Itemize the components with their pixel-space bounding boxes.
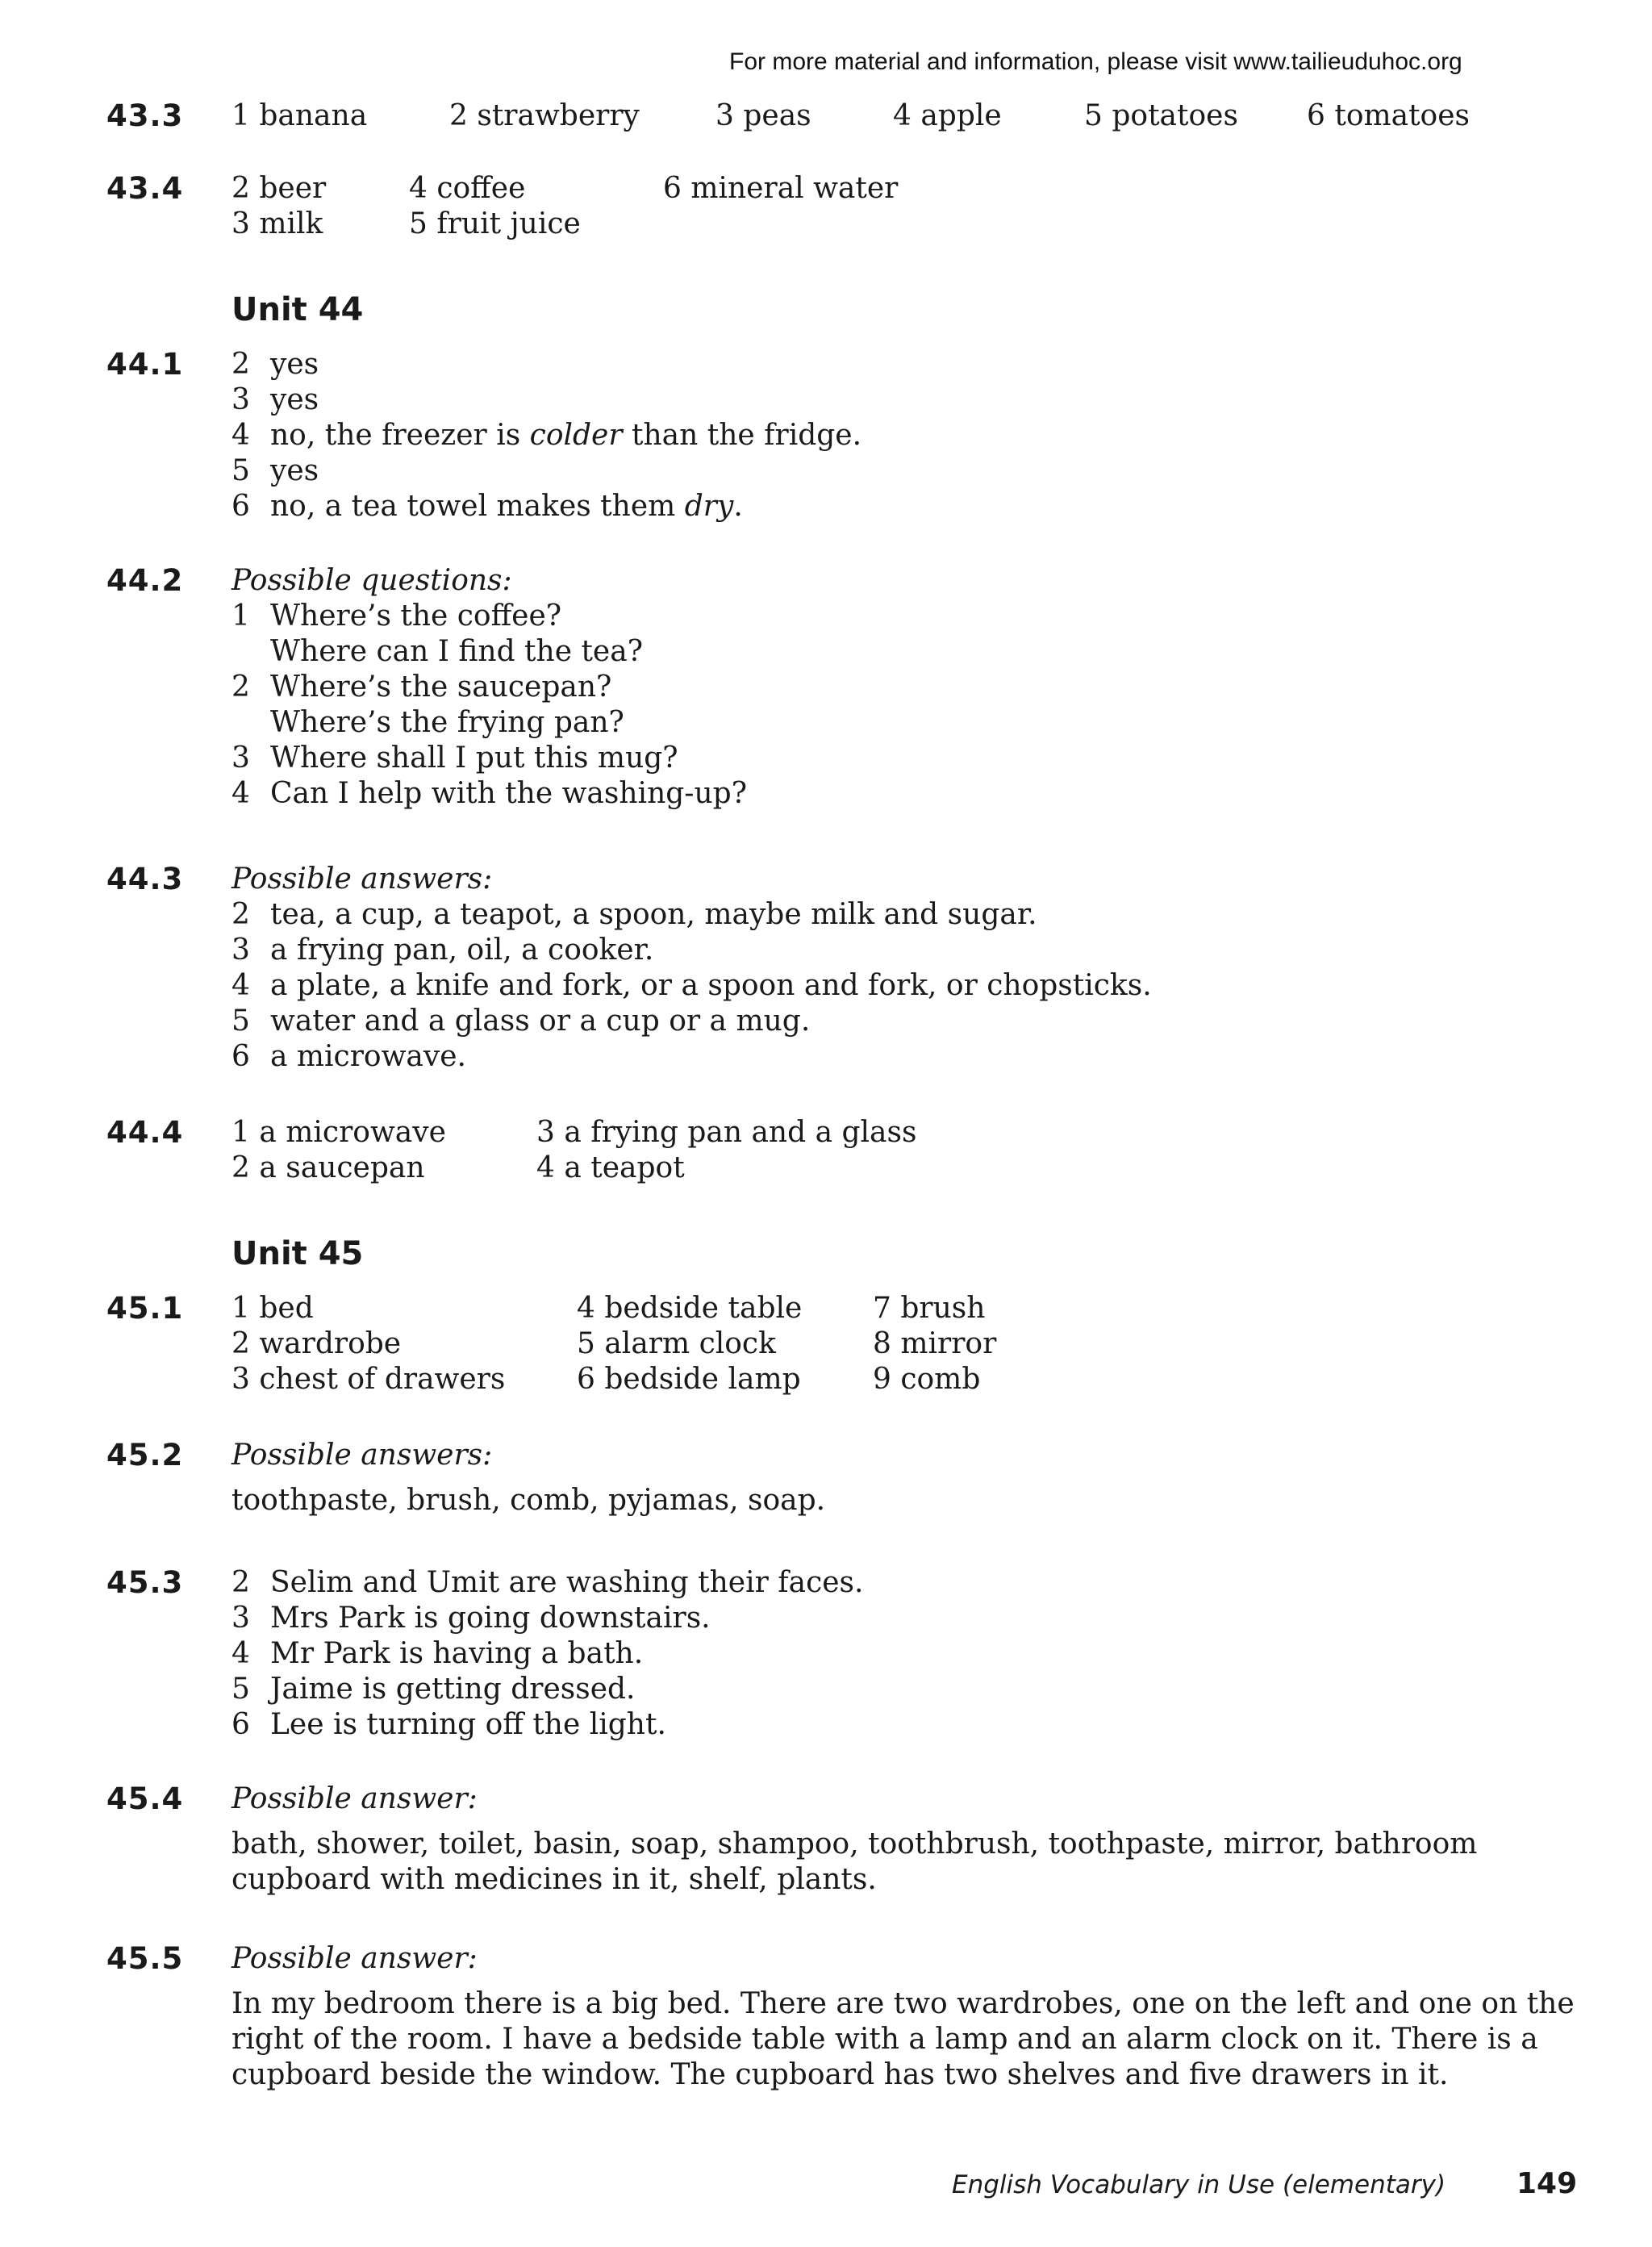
answer-item: 4 a teapot	[536, 1151, 685, 1184]
answer-item: 3 chest of drawers	[232, 1363, 506, 1396]
answer-text: toothpaste, brush, comb, pyjamas, soap.	[232, 1484, 826, 1517]
answer-item: 8 mirror	[873, 1327, 997, 1360]
answer-row	[232, 171, 1038, 207]
answer-line: 2 tea, a cup, a teapot, a spoon, maybe milk and sugar.	[232, 898, 1037, 931]
answer-line: 2 yes	[232, 348, 319, 381]
answer-item: 4 coffee	[409, 172, 526, 205]
answer-line: 3 a frying pan, oil, a cooker.	[232, 933, 654, 967]
exercise-number: 44.1	[106, 347, 184, 382]
answer-item: 1 bed	[232, 1292, 314, 1325]
answer-item: 4 apple	[893, 99, 1002, 132]
answer-line: 3 Mrs Park is going downstairs.	[232, 1602, 711, 1635]
section-label: Possible questions:	[232, 564, 512, 597]
emphasis: colder	[529, 419, 623, 452]
answer-line: 3 Where shall I put this mug?	[232, 741, 678, 775]
answer-line: Where’s the frying pan?	[270, 706, 624, 739]
answer-item: 6 tomatoes	[1307, 99, 1471, 132]
answer-line: 3 yes	[232, 383, 319, 416]
answer-line: 2 Selim and Umit are washing their faces.	[232, 1566, 864, 1599]
book-title-footer: English Vocabulary in Use (elementary)	[952, 2170, 1446, 2199]
answer-line: 4 Mr Park is having a bath.	[232, 1637, 644, 1670]
answer-line: 6 a microwave.	[232, 1040, 466, 1073]
answer-item: 6 mineral water	[663, 172, 899, 205]
section-label: Possible answers:	[232, 862, 493, 896]
exercise-number: 45.1	[106, 1291, 184, 1326]
answer-item: 6 bedside lamp	[577, 1363, 801, 1396]
answer-item: 3 milk	[232, 207, 323, 240]
answer-line: 5 yes	[232, 454, 319, 487]
answer-line: 4 Can I help with the washing-up?	[232, 777, 747, 810]
answer-item: 5 alarm clock	[577, 1327, 776, 1360]
answer-item: 2 beer	[232, 172, 327, 205]
answer-line: 4 no, the freezer is colder than the fridge.	[232, 419, 862, 452]
exercise-number: 43.4	[106, 171, 184, 206]
answer-line: 5 water and a glass or a cup or a mug.	[232, 1004, 811, 1038]
answer-item: 2 strawberry	[449, 99, 640, 132]
answer-item: 3 a frying pan and a glass	[536, 1116, 917, 1149]
source-banner: For more material and information, please visit www.tailieuduhoc.org	[729, 48, 1462, 75]
answer-text: bath, shower, toilet, basin, soap, shampoo, toothbrush, toothpaste, mirror, bathroom cupboard with medicines in it, shelf, plants.	[232, 1827, 1478, 1896]
answer-line: 6 no, a tea towel makes them dry.	[232, 490, 743, 523]
section-label: Possible answers:	[232, 1439, 493, 1472]
answer-row	[232, 1115, 1038, 1151]
answer-line: 5 Jaime is getting dressed.	[232, 1673, 636, 1706]
unit-heading: Unit 44	[232, 291, 364, 328]
answer-item: 7 brush	[873, 1292, 986, 1325]
emphasis: dry	[684, 490, 734, 523]
answer-item: 1 banana	[232, 99, 368, 132]
answer-item: 5 fruit juice	[409, 207, 581, 240]
exercise-number: 45.3	[106, 1565, 184, 1600]
exercise-number: 44.4	[106, 1115, 184, 1150]
answer-row	[232, 1291, 1199, 1326]
answer-row	[232, 98, 1603, 134]
exercise-number: 44.2	[106, 563, 184, 598]
answer-line: 2 Where’s the saucepan?	[232, 670, 612, 704]
answer-line: 4 a plate, a knife and fork, or a spoon and fork, or chopsticks.	[232, 969, 1152, 1002]
exercise-number: 45.2	[106, 1438, 184, 1472]
exercise-number: 45.4	[106, 1781, 184, 1816]
section-label: Possible answer:	[232, 1942, 478, 1975]
exercise-number: 43.3	[106, 98, 184, 133]
answer-line: 1 Where’s the coffee?	[232, 599, 562, 633]
answer-row	[232, 1362, 1199, 1397]
answer-item: 2 a saucepan	[232, 1151, 425, 1184]
answer-text: In my bedroom there is a big bed. There are two wardrobes, one on the left and one on the right of the room. I have a bedside table with a lamp and an alarm clock on it. There is a cupboard beside the window. The cupboard has two shelves and five drawers in it.	[232, 1987, 1575, 2091]
exercise-number: 44.3	[106, 862, 184, 896]
answer-row	[232, 1151, 1038, 1186]
answer-row	[232, 207, 1038, 242]
answer-item: 3 peas	[715, 99, 811, 132]
answer-line: Where can I find the tea?	[270, 635, 643, 668]
unit-heading: Unit 45	[232, 1235, 364, 1272]
answer-row	[232, 1326, 1199, 1362]
answer-item: 2 wardrobe	[232, 1327, 402, 1360]
answer-item: 5 potatoes	[1084, 99, 1238, 132]
answer-item: 1 a microwave	[232, 1116, 446, 1149]
answer-item: 4 bedside table	[577, 1292, 803, 1325]
page-number: 149	[1516, 2167, 1578, 2200]
section-label: Possible answer:	[232, 1782, 478, 1815]
answer-line: 6 Lee is turning off the light.	[232, 1708, 666, 1741]
exercise-number: 45.5	[106, 1941, 184, 1976]
answer-item: 9 comb	[873, 1363, 981, 1396]
